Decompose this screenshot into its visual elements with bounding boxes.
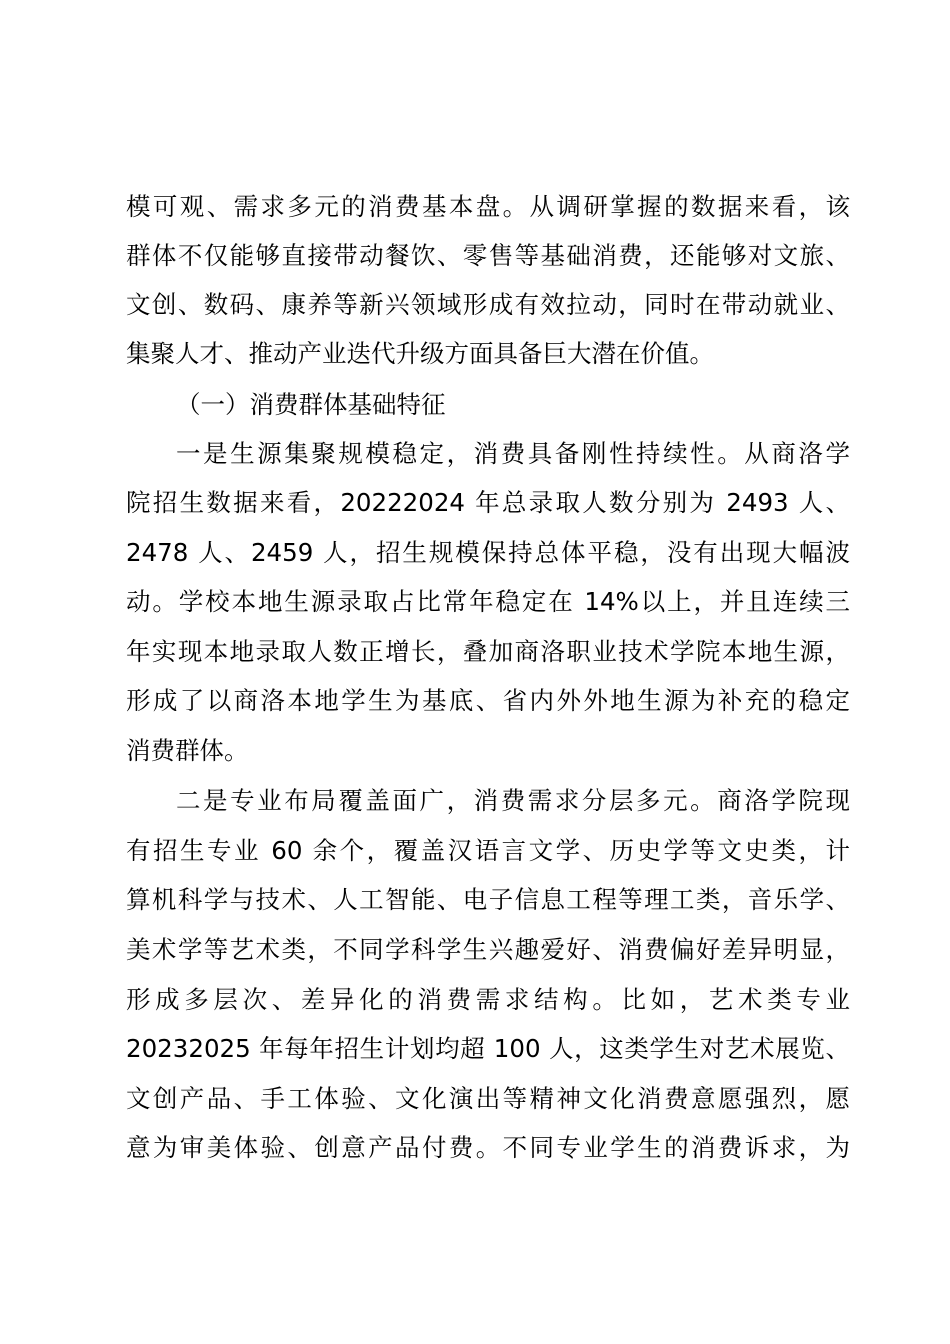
text-line: 20232025 年每年招生计划均超 100 人，这类学生对艺术展览、 <box>126 1034 850 1063</box>
text-line: 美术学等艺术类，不同学科学生兴趣爱好、消费偏好差异明显， <box>126 935 850 964</box>
text-line: 文创、数码、康养等新兴领域形成有效拉动，同时在带动就业、 <box>126 290 850 319</box>
paragraph-intro <box>0 182 950 232</box>
text-line: 集聚人才、推动产业迭代升级方面具备巨大潜在价值。 <box>126 339 714 368</box>
text-line: 院招生数据来看，20222024 年总录取人数分别为 2493 人、 <box>126 488 850 517</box>
text-line: 形成了以商洛本地学生为基底、省内外外地生源为补充的稳定 <box>126 686 850 715</box>
paragraph-second <box>0 1024 950 1074</box>
text-line: 二是专业布局覆盖面广，消费需求分层多元。商洛学院现 <box>176 786 850 815</box>
paragraph-first <box>0 478 950 528</box>
paragraph-second <box>0 975 950 1025</box>
text-line: 有招生专业 60 余个，覆盖汉语言文学、历史学等文史类，计 <box>126 836 850 865</box>
text-line: 群体不仅能够直接带动餐饮、零售等基础消费，还能够对文旅、 <box>126 241 850 270</box>
text-line: 年实现本地录取人数正增长，叠加商洛职业技术学院本地生源， <box>126 637 850 666</box>
text-line: 2478 人、2459 人，招生规模保持总体平稳，没有出现大幅波 <box>126 538 850 567</box>
paragraph-first <box>0 676 950 726</box>
paragraph-intro <box>0 231 950 281</box>
text-line: 动。学校本地生源录取占比常年稳定在 14%以上，并且连续三 <box>126 587 850 616</box>
paragraph-second <box>0 776 950 826</box>
paragraph-second <box>0 1074 950 1124</box>
paragraph-second <box>0 925 950 975</box>
paragraph-second <box>0 875 950 925</box>
text-line: 一是生源集聚规模稳定，消费具备刚性持续性。从商洛学 <box>176 439 850 468</box>
paragraph-first <box>0 627 950 677</box>
paragraph-second <box>0 1123 950 1173</box>
section-heading-text: （一）消费群体基础特征 <box>176 390 446 419</box>
paragraph-first <box>0 528 950 578</box>
paragraph-intro <box>0 329 950 379</box>
text-line: 文创产品、手工体验、文化演出等精神文化消费意愿强烈，愿 <box>126 1084 850 1113</box>
text-line: 意为审美体验、创意产品付费。不同专业学生的消费诉求，为 <box>126 1133 850 1162</box>
paragraph-first <box>0 726 950 776</box>
paragraph-second <box>0 826 950 876</box>
text-line: 形成多层次、差异化的消费需求结构。比如，艺术类专业 <box>126 985 850 1014</box>
paragraph-intro <box>0 280 950 330</box>
paragraph-first <box>0 429 950 479</box>
text-line: 消费群体。 <box>126 736 249 765</box>
paragraph-first <box>0 577 950 627</box>
text-line: 算机科学与技术、人工智能、电子信息工程等理工类，音乐学、 <box>126 885 850 914</box>
text-line: 模可观、需求多元的消费基本盘。从调研掌握的数据来看，该 <box>126 192 850 221</box>
section-heading <box>0 380 950 430</box>
